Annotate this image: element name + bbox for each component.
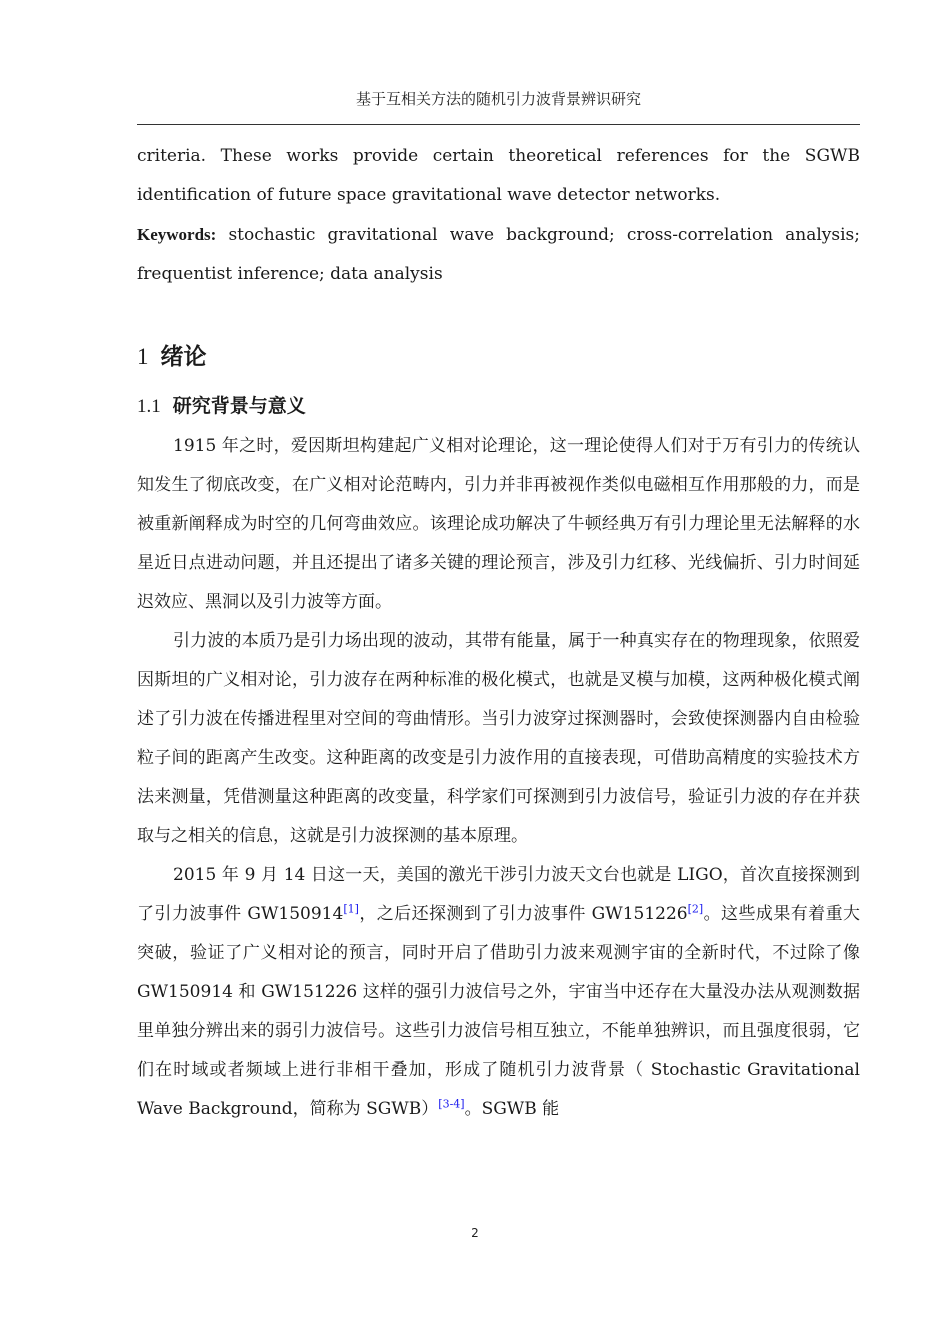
page-number: 2: [471, 1226, 479, 1240]
subsection-heading: [137, 389, 860, 423]
paragraph-3: [137, 856, 860, 1129]
paragraph-1: 1915 年之时，爱因斯坦构建起广义相对论理论，这一理论使得人们对于万有引力的传统认知发生了彻底改变，在广义相对论范畴内，引力并非再被视作类似电磁相互作用那般的力，而是被重新阐释成为时空的几何弯曲效应。该理论成功解决了牛顿经典万有引力理论里无法解释的水星近日点进动问题，并且还提出了诸多关键的理论预言，涉及引力红移、光线偏折、引力时间延迟效应、黑洞以及引力波等方面。: [137, 436, 860, 612]
keywords-text: stochastic gravitational wave background; cross-correlation analysis; frequentist inference; data analysis: [137, 225, 861, 284]
keywords-line: [137, 215, 860, 294]
running-header: 基于互相关方法的随机引力波背景辨识研究: [355, 90, 641, 108]
keywords-label: Keywords:: [137, 225, 217, 244]
paragraph-3-text-d: 。SGWB 能: [464, 1099, 560, 1119]
header-rule: [137, 124, 860, 125]
citation-link[interactable]: [2]: [687, 902, 704, 916]
section-title: 绪论: [160, 344, 207, 370]
paragraph-3-text-a: 2015 年 9 月 14 日这一天，美国的激光干涉引力波天文台也就是 LIGO，首次直接探测到了引力波事件 GW150914: [137, 865, 860, 924]
citation-link[interactable]: [1]: [343, 902, 359, 916]
abstract-tail: criteria. These works provide certain theoretical references for the SGWB identification of future space gravitational wave detector networks.: [137, 146, 860, 205]
citation-link[interactable]: [3-4]: [438, 1097, 465, 1111]
paragraph-3-text-b: ，之后还探测到了引力波事件 GW151226: [358, 904, 688, 924]
section-heading: [137, 337, 860, 377]
subsection-number: 1.1: [137, 396, 161, 417]
paragraph-2: 引力波的本质乃是引力场出现的波动，其带有能量，属于一种真实存在的物理现象，依照爱因斯坦的广义相对论，引力波存在两种标准的极化模式，也就是叉模与加模，这两种极化模式阐述了引力波在传播进程里对空间的弯曲情形。当引力波穿过探测器时，会致使探测器内自由检验粒子间的距离产生改变。这种距离的改变是引力波作用的直接表现，可借助高精度的实验技术方法来测量，凭借测量这种距离的改变量，科学家们可探测到引力波信号，验证引力波的存在并获取与之相关的信息，这就是引力波探测的基本原理。: [137, 631, 860, 846]
page-content: [137, 137, 860, 1129]
subsection-title: 研究背景与意义: [172, 395, 306, 417]
paragraph-3-text-c: 。这些成果有着重大突破，验证了广义相对论的预言，同时开启了借助引力波来观测宇宙的全新时代，不过除了像 GW150914 和 GW151226 这样的强引力波信号之外，宇宙当中还存在大量没办法从观测数据里单独分辨出来的弱引力波信号。这些引力波信号相互独立，不能单独辨识，而且强度很弱，它们在时域或者频域上进行非相干叠加，形成了随机引力波背景（ Stochastic Gravitational Wave Background，简称为 SGWB）: [137, 904, 861, 1119]
section-number: 1: [137, 344, 149, 369]
